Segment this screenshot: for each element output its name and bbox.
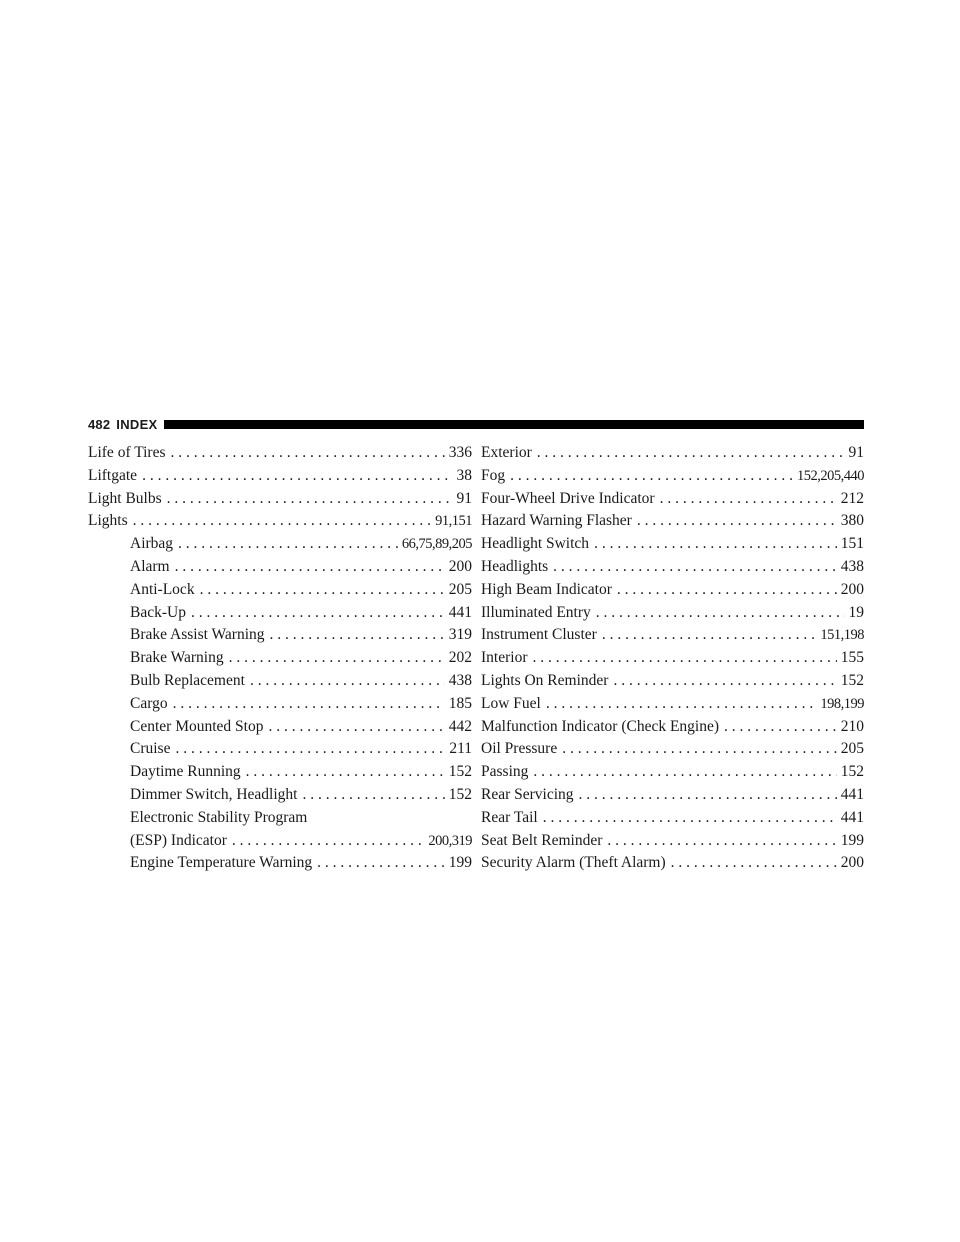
entry-page-ref: 438 bbox=[448, 671, 472, 689]
index-entry bbox=[481, 647, 864, 670]
entry-label: Fog bbox=[481, 466, 506, 484]
entry-label: Alarm bbox=[130, 557, 170, 575]
index-entry bbox=[481, 442, 864, 465]
dot-leader bbox=[660, 488, 837, 511]
index-entry bbox=[88, 830, 472, 853]
entry-label: Brake Warning bbox=[130, 649, 224, 667]
index-entry bbox=[88, 807, 472, 830]
dot-leader bbox=[637, 510, 837, 533]
entry-page-ref: 38 bbox=[456, 466, 472, 484]
entry-label: Brake Assist Warning bbox=[130, 626, 265, 644]
index-entry bbox=[481, 510, 864, 533]
entry-page-ref: 336 bbox=[448, 444, 472, 461]
entry-page-ref: 91,151 bbox=[435, 513, 472, 530]
entry-label: High Beam Indicator bbox=[481, 580, 612, 598]
entry-label: Airbag bbox=[130, 535, 174, 553]
dot-leader bbox=[229, 647, 445, 670]
entry-label: Rear Tail bbox=[481, 808, 538, 826]
entry-label: Interior bbox=[481, 649, 528, 667]
entry-page-ref: 380 bbox=[840, 512, 864, 530]
index-entry bbox=[88, 465, 472, 488]
entry-label: Malfunction Indicator (Check Engine) bbox=[481, 717, 720, 735]
entry-page-ref: 210 bbox=[840, 717, 864, 735]
entry-page-ref: 152,205,440 bbox=[797, 467, 864, 484]
entry-label: Bulb Replacement bbox=[130, 671, 245, 689]
index-entry bbox=[481, 830, 864, 853]
index-entry bbox=[88, 716, 472, 739]
entry-label: (ESP) Indicator bbox=[130, 831, 227, 849]
dot-leader bbox=[546, 693, 817, 716]
index-entry bbox=[88, 556, 472, 579]
entry-page-ref: 211 bbox=[449, 740, 472, 758]
index-entry bbox=[481, 852, 864, 875]
dot-leader bbox=[562, 738, 837, 761]
entry-page-ref: 441 bbox=[840, 785, 864, 803]
dot-leader bbox=[596, 602, 845, 625]
entry-page-ref: 205 bbox=[840, 740, 864, 758]
dot-leader bbox=[724, 716, 837, 739]
index-entry bbox=[88, 647, 472, 670]
index-column-left bbox=[88, 442, 472, 875]
dot-leader bbox=[200, 579, 445, 602]
index-entry bbox=[88, 761, 472, 784]
entry-page-ref: 152 bbox=[840, 671, 864, 689]
entry-page-ref: 91 bbox=[456, 489, 472, 507]
dot-leader bbox=[173, 693, 445, 716]
entry-label: Hazard Warning Flasher bbox=[481, 512, 632, 530]
dot-leader bbox=[302, 784, 444, 807]
index-entry bbox=[481, 488, 864, 511]
entry-page-ref: 441 bbox=[448, 603, 472, 621]
index-entry bbox=[88, 852, 472, 875]
entry-label: Lights bbox=[88, 512, 128, 530]
index-entry bbox=[481, 465, 864, 488]
entry-label: Center Mounted Stop bbox=[130, 717, 264, 735]
entry-label: Seat Belt Reminder bbox=[481, 831, 603, 849]
dot-leader bbox=[133, 510, 432, 533]
dot-leader bbox=[268, 716, 444, 739]
entry-page-ref: 200 bbox=[448, 557, 472, 575]
dot-leader bbox=[246, 761, 445, 784]
index-entry bbox=[481, 602, 864, 625]
index-entry bbox=[481, 556, 864, 579]
entry-label: Instrument Cluster bbox=[481, 626, 597, 644]
entry-page-ref: 200 bbox=[840, 854, 864, 872]
entry-label: Daytime Running bbox=[130, 763, 241, 781]
dot-leader bbox=[317, 852, 445, 875]
entry-label: Headlights bbox=[481, 557, 549, 575]
dot-leader bbox=[175, 738, 445, 761]
dot-leader bbox=[617, 579, 837, 602]
index-entry bbox=[481, 716, 864, 739]
index-entry bbox=[481, 670, 864, 693]
page-header bbox=[88, 414, 864, 434]
dot-leader bbox=[178, 533, 398, 556]
entry-page-ref: 152 bbox=[840, 763, 864, 781]
index-entry bbox=[88, 670, 472, 693]
entry-label: Illuminated Entry bbox=[481, 603, 591, 621]
entry-label: Low Fuel bbox=[481, 694, 541, 712]
entry-label: Security Alarm (Theft Alarm) bbox=[481, 854, 666, 872]
dot-leader bbox=[671, 852, 837, 875]
entry-label: Oil Pressure bbox=[481, 740, 558, 758]
entry-page-ref: 202 bbox=[448, 649, 472, 667]
dot-leader bbox=[142, 465, 452, 488]
entry-page-ref: 199 bbox=[448, 854, 472, 872]
dot-leader bbox=[191, 602, 445, 625]
dot-leader bbox=[613, 670, 836, 693]
dot-leader bbox=[510, 465, 793, 488]
index-entry bbox=[88, 784, 472, 807]
entry-label: Life of Tires bbox=[88, 444, 166, 461]
entry-page-ref: 151,198 bbox=[820, 627, 864, 644]
entry-page-ref: 199 bbox=[840, 831, 864, 849]
index-entry bbox=[481, 579, 864, 602]
index-entry bbox=[88, 533, 472, 556]
index-entry bbox=[88, 624, 472, 647]
entry-label: Anti-Lock bbox=[130, 580, 195, 598]
entry-label: Cruise bbox=[130, 740, 171, 758]
entry-page-ref: 151 bbox=[840, 535, 864, 553]
entry-label: Rear Servicing bbox=[481, 785, 574, 803]
dot-leader bbox=[533, 761, 836, 784]
entry-page-ref: 442 bbox=[448, 717, 472, 735]
dot-leader bbox=[232, 830, 425, 853]
entry-page-ref: 152 bbox=[448, 785, 472, 803]
index-entry bbox=[481, 693, 864, 716]
entry-label: Electronic Stability Program bbox=[130, 808, 308, 826]
dot-leader bbox=[270, 624, 445, 647]
page-number: 482 bbox=[88, 416, 111, 432]
index-entry bbox=[88, 488, 472, 511]
index-column-right bbox=[481, 442, 864, 875]
entry-page-ref: 212 bbox=[840, 489, 864, 507]
entry-page-ref: 19 bbox=[848, 603, 864, 621]
index-entry bbox=[88, 579, 472, 602]
dot-leader bbox=[171, 442, 445, 465]
entry-label: Liftgate bbox=[88, 466, 138, 484]
entry-label: Four-Wheel Drive Indicator bbox=[481, 489, 655, 507]
index-entry bbox=[481, 807, 864, 830]
entry-label: Engine Temperature Warning bbox=[130, 854, 313, 872]
entry-page-ref: 205 bbox=[448, 580, 472, 598]
section-title: INDEX bbox=[116, 416, 158, 432]
dot-leader bbox=[594, 533, 837, 556]
entry-label: Exterior bbox=[481, 444, 532, 461]
entry-page-ref: 319 bbox=[448, 626, 472, 644]
dot-leader bbox=[579, 784, 837, 807]
entry-label: Light Bulbs bbox=[88, 489, 162, 507]
index-entry bbox=[481, 533, 864, 556]
entry-label: Dimmer Switch, Headlight bbox=[130, 785, 298, 803]
dot-leader bbox=[167, 488, 453, 511]
dot-leader bbox=[602, 624, 817, 647]
entry-page-ref: 91 bbox=[848, 444, 864, 461]
dot-leader bbox=[175, 556, 445, 579]
index-entry bbox=[88, 738, 472, 761]
dot-leader bbox=[607, 830, 836, 853]
index-entry bbox=[481, 784, 864, 807]
dot-leader bbox=[532, 647, 836, 670]
entry-page-ref: 185 bbox=[448, 694, 472, 712]
header-rule bbox=[164, 420, 864, 429]
entry-page-ref: 152 bbox=[448, 763, 472, 781]
entry-page-ref: 66,75,89,205 bbox=[401, 536, 472, 553]
entry-page-ref: 200,319 bbox=[428, 832, 472, 849]
index-entry bbox=[481, 738, 864, 761]
index-entry bbox=[88, 442, 472, 465]
entry-page-ref: 198,199 bbox=[820, 695, 864, 712]
index-entry bbox=[88, 602, 472, 625]
entry-page-ref: 438 bbox=[840, 557, 864, 575]
index-entry bbox=[88, 693, 472, 716]
entry-label: Headlight Switch bbox=[481, 535, 590, 553]
dot-leader bbox=[250, 670, 445, 693]
entry-label: Passing bbox=[481, 763, 529, 781]
dot-leader bbox=[543, 807, 837, 830]
entry-label: Cargo bbox=[130, 694, 168, 712]
index-entry bbox=[481, 624, 864, 647]
entry-page-ref: 200 bbox=[840, 580, 864, 598]
entry-label: Lights On Reminder bbox=[481, 671, 609, 689]
index-entry bbox=[481, 761, 864, 784]
dot-leader bbox=[537, 442, 845, 465]
entry-page-ref: 441 bbox=[840, 808, 864, 826]
entry-page-ref: 155 bbox=[840, 649, 864, 667]
dot-leader bbox=[553, 556, 837, 579]
index-entry bbox=[88, 510, 472, 533]
entry-label: Back-Up bbox=[130, 603, 186, 621]
